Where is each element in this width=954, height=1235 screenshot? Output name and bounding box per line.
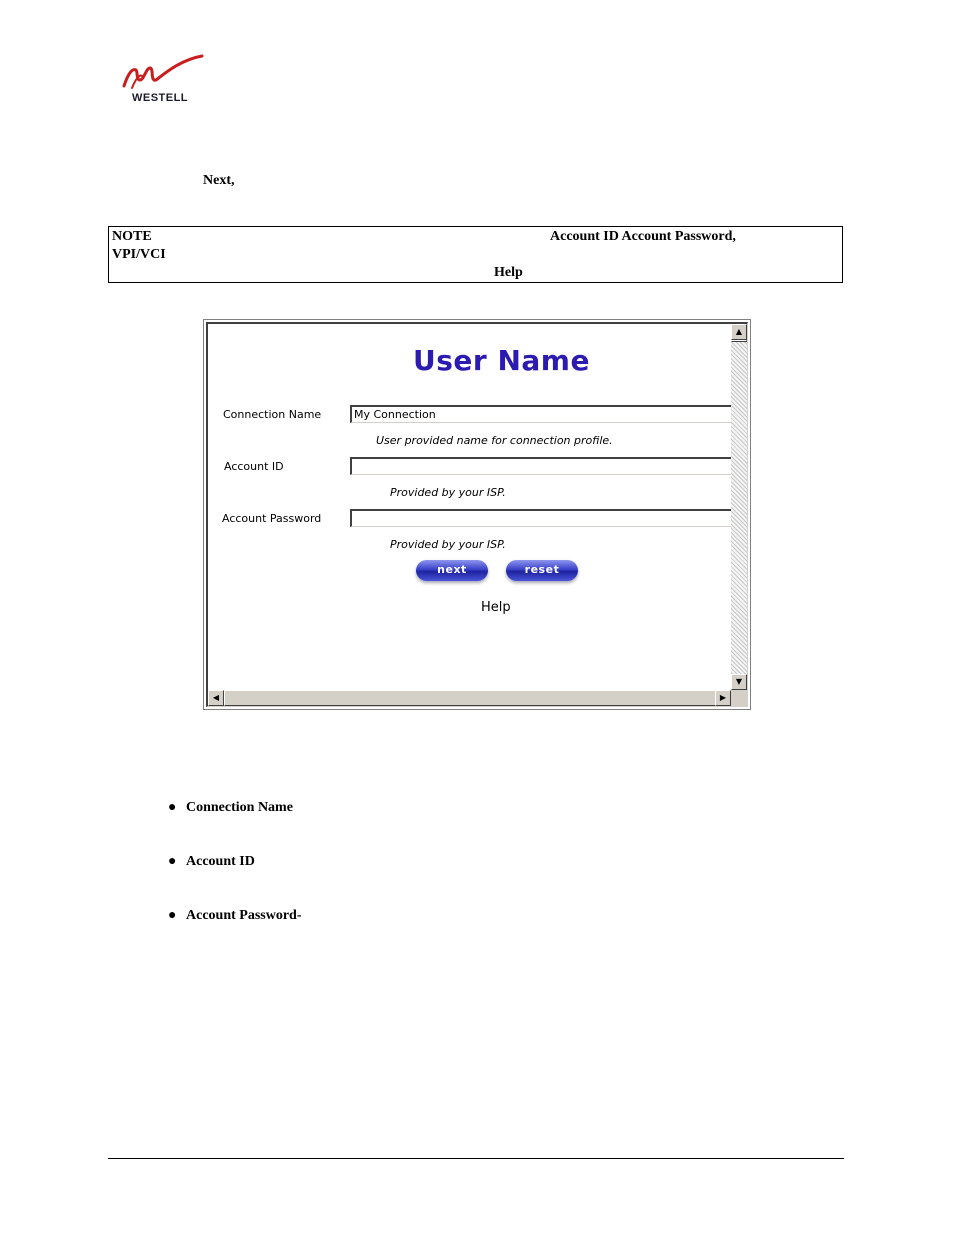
reset-button[interactable]: reset xyxy=(506,560,578,581)
bullet-label: Account ID xyxy=(186,854,255,869)
westell-swoosh-icon xyxy=(118,52,204,94)
account-id-input[interactable] xyxy=(350,457,748,475)
bullet-label: Account Password- xyxy=(186,908,302,923)
account-password-input[interactable] xyxy=(350,509,748,527)
browser-frame xyxy=(203,319,751,710)
bullet-account-password xyxy=(168,908,302,924)
scroll-corner xyxy=(731,690,747,706)
scroll-left-icon[interactable]: ◀ xyxy=(208,690,224,706)
bullet-account-id xyxy=(168,854,255,870)
note-vpivci: VPI/VCI xyxy=(112,247,166,262)
scroll-right-icon[interactable]: ▶ xyxy=(715,690,731,706)
page-viewport xyxy=(206,322,748,707)
page-title: User Name xyxy=(413,344,590,377)
note-help: Help xyxy=(494,265,523,280)
footer-rule xyxy=(108,1158,844,1159)
logo-text: WESTELL xyxy=(131,92,189,104)
bullet-label: Connection Name xyxy=(186,800,293,815)
account-id-hint: Provided by your ISP. xyxy=(390,486,506,499)
horizontal-scroll-thumb[interactable] xyxy=(224,690,726,706)
bullet-dot-icon: ● xyxy=(168,908,177,923)
note-box xyxy=(108,226,843,283)
bullet-dot-icon: ● xyxy=(168,800,177,815)
account-id-label: Account ID xyxy=(224,460,284,473)
connection-name-input[interactable]: My Connection xyxy=(350,405,748,423)
scroll-up-icon[interactable]: ▲ xyxy=(731,324,747,340)
vertical-scroll-thumb[interactable] xyxy=(731,340,747,342)
intro-text: Next, xyxy=(203,173,235,188)
account-password-hint: Provided by your ISP. xyxy=(390,538,506,551)
next-button[interactable]: next xyxy=(416,560,488,581)
vertical-scrollbar[interactable] xyxy=(731,324,747,690)
bullet-dot-icon: ● xyxy=(168,854,177,869)
note-label: NOTE xyxy=(112,229,152,244)
bullet-connection-name xyxy=(168,800,293,816)
note-account-terms: Account ID Account Password, xyxy=(550,229,736,244)
horizontal-scrollbar[interactable] xyxy=(208,690,731,706)
connection-name-hint: User provided name for connection profile. xyxy=(376,434,613,447)
westell-logo xyxy=(118,52,204,108)
connection-name-label: Connection Name xyxy=(223,408,322,421)
account-password-label: Account Password xyxy=(222,512,322,525)
help-link[interactable]: Help xyxy=(481,600,511,615)
scroll-down-icon[interactable]: ▼ xyxy=(731,674,747,690)
